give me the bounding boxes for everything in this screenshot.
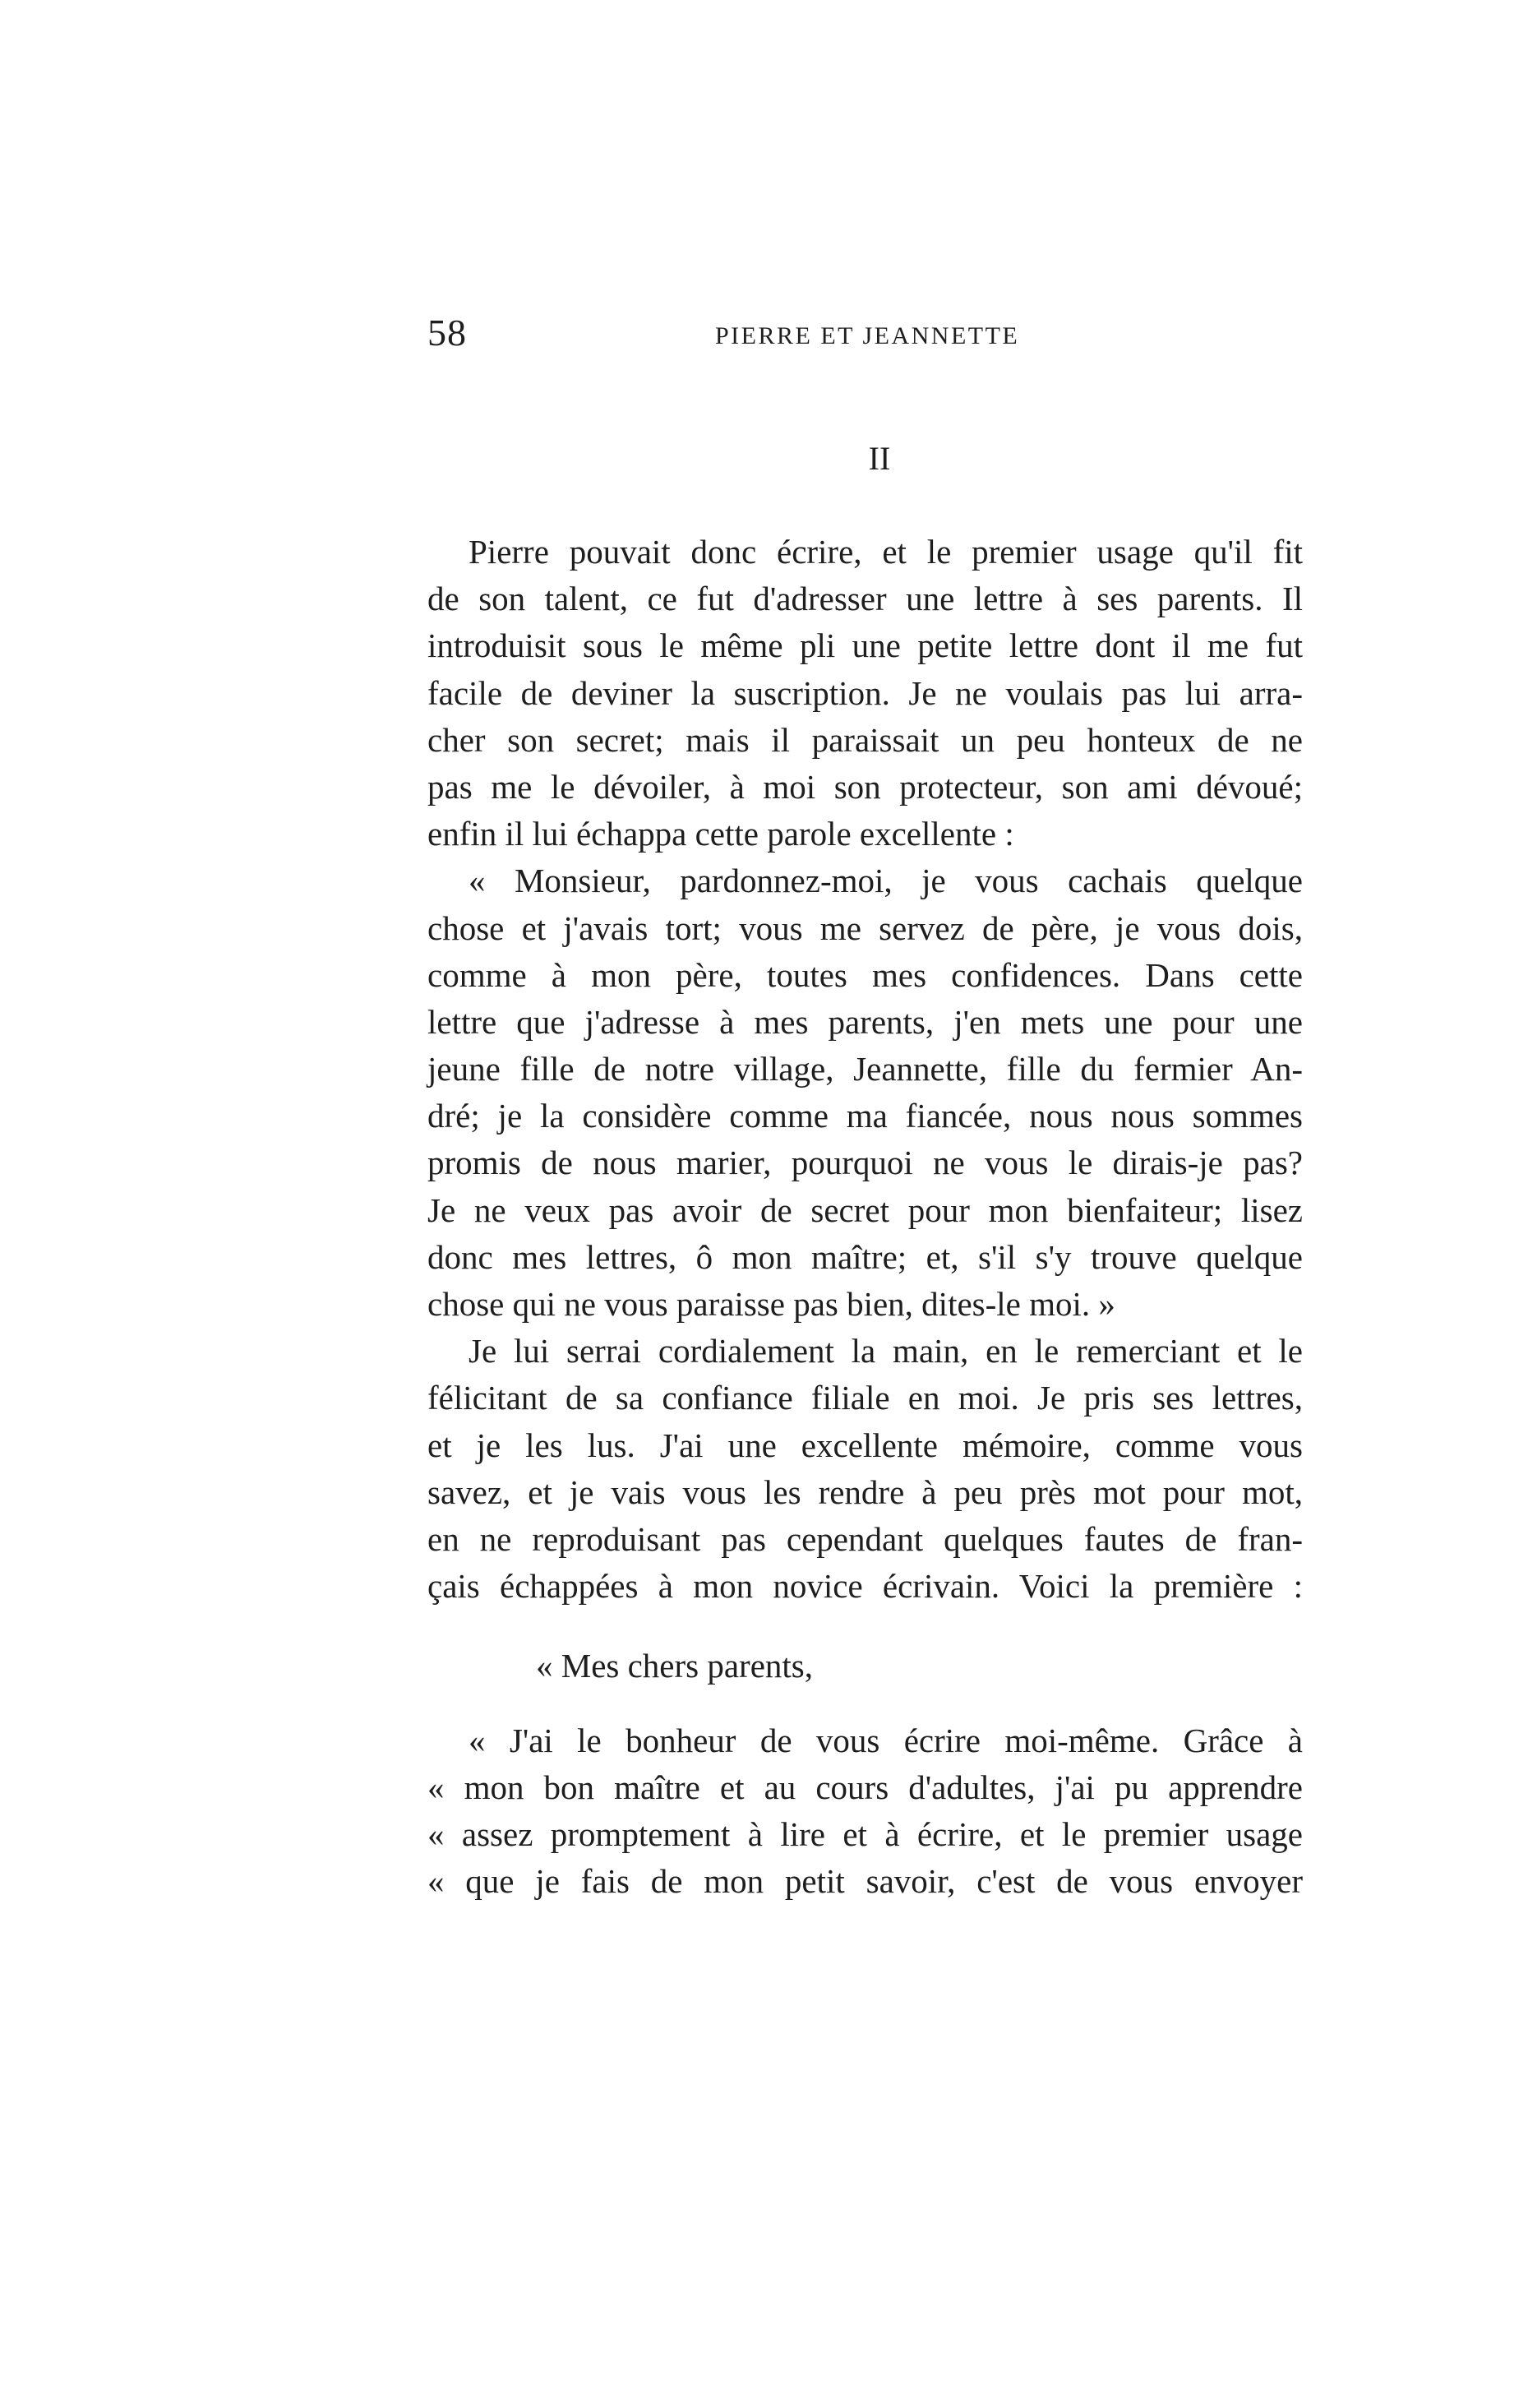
body-text — [427, 529, 1303, 1905]
text-line: pas me le dévoiler, à moi son protecteur, son ami dévoué; — [427, 767, 1303, 806]
text-line: de son talent, ce fut d'adresser une lettre à ses parents. Il — [427, 580, 1303, 618]
chapter-heading: II — [868, 440, 891, 477]
running-title: PIERRE ET JEANNETTE — [715, 322, 1020, 349]
text-line: chose et j'avais tort; vous me servez de père, je vous dois, — [427, 908, 1303, 947]
page-header — [427, 311, 1303, 360]
text-line: Je lui serrai cordialement la main, en le remerciant et le — [469, 1332, 1303, 1370]
page-number: 58 — [427, 312, 467, 354]
text-line: « Monsieur, pardonnez-moi, je vous cachais quelque — [469, 862, 1303, 900]
text-line: lettre que j'adresse à mes parents, j'en mets une pour une — [427, 1002, 1303, 1041]
letter-line: « J'ai le bonheur de vous écrire moi-même. Grâce à — [469, 1721, 1303, 1759]
text-line: cher son secret; mais il paraissait un peu honteux de ne — [427, 720, 1303, 759]
paragraph — [427, 529, 1303, 857]
text-line: promis de nous marier, pourquoi ne vous le dirais-je pas? — [427, 1144, 1303, 1182]
text-line: dré; je la considère comme ma fiancée, nous nous sommes — [427, 1097, 1303, 1135]
text-line: comme à mon père, toutes mes confidences. Dans cette — [427, 955, 1303, 994]
text-line: jeune fille de notre village, Jeannette, fille du fermier An- — [427, 1050, 1303, 1088]
text-line: Pierre pouvait donc écrire, et le premier usage qu'il fit — [469, 533, 1303, 571]
text-line: facile de deviner la suscription. Je ne voulais pas lui arra- — [427, 673, 1303, 712]
text-line: en ne reproduisant pas cependant quelques fautes de fran- — [427, 1519, 1303, 1558]
text-line: Je ne veux pas avoir de secret pour mon bienfaiteur; lisez — [427, 1190, 1303, 1229]
text-line: çais échappées à mon novice écrivain. Voici la première : — [427, 1567, 1303, 1606]
letter-line: « assez promptement à lire et à écrire, et le premier usage — [427, 1814, 1303, 1853]
letter-line: « que je fais de mon petit savoir, c'est de vous envoyer — [427, 1862, 1303, 1901]
text-line: félicitant de sa confiance filiale en moi. Je pris ses lettres, — [427, 1379, 1303, 1417]
letter-salutation: « Mes chers parents, — [536, 1647, 814, 1685]
letter-body — [427, 1717, 1303, 1906]
text-line: introduisit sous le même pli une petite lettre dont il me fut — [427, 626, 1303, 665]
text-line: chose qui ne vous paraisse pas bien, dites-le moi. » — [427, 1285, 1115, 1323]
text-line: enfin il lui échappa cette parole excellente : — [427, 815, 1014, 853]
text-line: donc mes lettres, ô mon maître; et, s'il s'y trouve quelque — [427, 1237, 1303, 1276]
paragraph — [427, 857, 1303, 1328]
letter-line: « mon bon maître et au cours d'adultes, j'ai pu apprendre — [427, 1768, 1303, 1806]
text-line: et je les lus. J'ai une excellente mémoire, comme vous — [427, 1426, 1303, 1464]
paragraph — [427, 1328, 1303, 1610]
text-line: savez, et je vais vous les rendre à peu près mot pour mot, — [427, 1472, 1303, 1511]
